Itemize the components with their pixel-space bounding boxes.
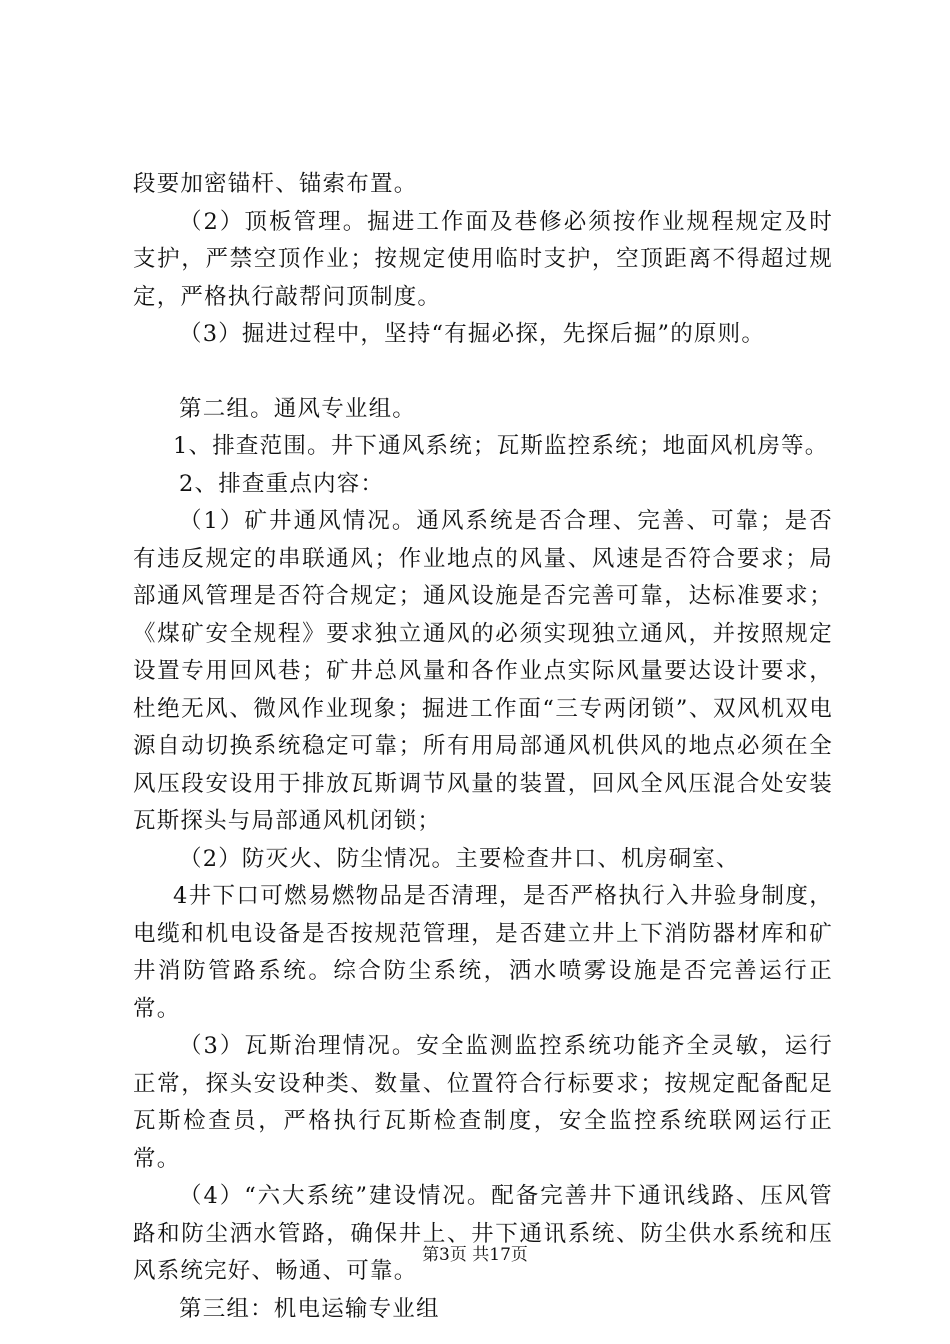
paragraph: （4）“六大系统”建设情况。配备完善井下通讯线路、压风管路和防尘洒水管路，确保井上、井下通讯系统、防尘供水系统和压风系统完好、畅通、可靠。 bbox=[133, 1183, 833, 1284]
paragraph: （1）矿井通风情况。通风系统是否合理、完善、可靠；是否有违反规定的串联通风；作业地点的风量、风速是否符合要求；局部通风管理是否符合规定；通风设施是否完善可靠，达标准要求；《煤矿安全规程》要求独立通风的必须实现独立通风，并按照规定设置专用回风巷；矿井总风量和各作业点实际风量要达设计要求，杜绝无风、微风作业现象；掘进工作面“三专两闭锁”、双风机双电源自动切换系统稳定可靠；所有用局部通风机供风的地点必须在全风压段安设用于排放瓦斯调节风量的装置，回风全风压混合处安装瓦斯探头与局部通风机闭锁； bbox=[133, 508, 833, 834]
paragraph: （3）掘进过程中，坚持“有掘必探，先探后掘”的原则。 bbox=[179, 321, 766, 347]
paragraph: 2、排查重点内容： bbox=[179, 470, 385, 497]
paragraph: 1、排查范围。井下通风系统；瓦斯监控系统；地面风机房等。 bbox=[173, 433, 829, 459]
paragraph: （3）瓦斯治理情况。安全监测监控系统功能齐全灵敏，运行正常，探头安设种类、数量、位置符合行标要求；按规定配备配足瓦斯检查员，严格执行瓦斯检查制度，安全监控系统联网运行正常。 bbox=[133, 1033, 833, 1172]
paragraph: 4井下口可燃易燃物品是否清理，是否严格执行入井验身制度，电缆和机电设备是否按规范管理，是否建立井上下消防器材库和矿井消防管路系统。综合防尘系统，洒水喷雾设施是否完善运行正常。 bbox=[133, 883, 833, 1022]
paragraph-gap bbox=[133, 354, 833, 391]
paragraph: （2）顶板管理。掘进工作面及巷修必须按作业规程规定及时支护，严禁空顶作业；按规定使用临时支护，空顶距离不得超过规定，严格执行敲帮问顶制度。 bbox=[133, 208, 833, 310]
page-footer: 第3页 共17页 bbox=[422, 1245, 528, 1265]
section-heading: 第三组：机电运输专业组 bbox=[179, 1295, 440, 1322]
document-body bbox=[133, 166, 833, 1328]
paragraph: 段要加密锚杆、锚索布置。 bbox=[133, 171, 418, 197]
paragraph: （2）防灭火、防尘情况。主要检查井口、机房硐室、 bbox=[179, 845, 740, 872]
section-heading: 第二组。通风专业组。 bbox=[179, 395, 417, 422]
